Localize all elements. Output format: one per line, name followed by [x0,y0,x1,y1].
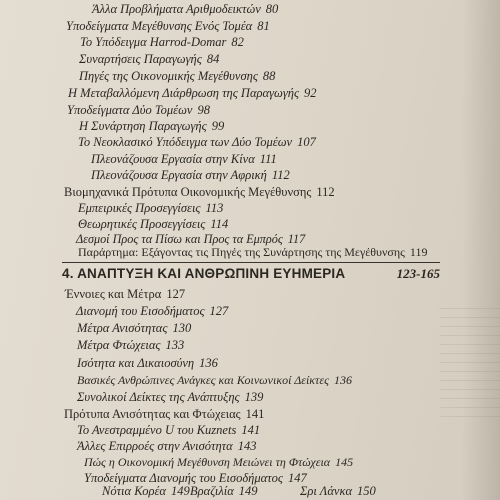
toc-entry [190,484,258,498]
toc-entry-page: 113 [205,201,224,215]
toc-entry [78,217,228,231]
toc-entry [300,484,376,498]
toc-entry-page: 84 [206,52,220,66]
toc-entry-title: Παράρτημα: Εξάγοντας τις Πηγές της Συνάρτησης της Μεγέθυνσης [78,245,405,259]
toc-entry-title: Μέτρα Φτώχειας [77,338,161,352]
toc-entry [80,35,244,49]
toc-entry [67,103,210,117]
toc-entry [78,201,223,215]
toc-entry [68,86,317,100]
page-curvature-shadow [462,0,500,500]
toc-entry-page: 139 [244,390,264,404]
toc-entry-page: 111 [259,152,277,166]
toc-entry-page: 112 [316,185,335,199]
toc-entry-page: 127 [166,287,186,301]
toc-entry-title: Υποδείγματα Δύο Τομέων [67,103,193,117]
toc-entry-title: Το Υπόδειγμα Harrod-Domar [80,35,227,49]
toc-entry [102,484,190,498]
toc-entry [64,407,264,421]
toc-entry-title: Εμπειρικές Προσεγγίσεις [78,201,201,215]
toc-entry-page: 149 [170,484,190,498]
toc-entry [84,455,353,469]
toc-entry-page: 81 [257,19,270,33]
toc-entry [77,321,191,335]
toc-entry-page: 145 [335,455,354,469]
toc-entry-title: Υποδείγματα Μεγέθυνσης Ενός Τομέα [66,19,253,33]
chapter-heading [62,262,440,281]
toc-entry-page: 92 [304,86,317,100]
chapter-page-range: 123-165 [396,266,440,281]
toc-entry-page: 88 [262,69,276,83]
toc-entry-title: Βασικές Ανθρώπινες Ανάγκες και Κοινωνικοί Δείκτες [77,373,329,387]
toc-entry-title: Δεσμοί Προς τα Πίσω και Προς τα Εμπρός [76,232,283,246]
toc-entry-page: 80 [265,2,279,16]
toc-entry [78,245,427,259]
toc-entry-title: Πρότυπα Ανισότητας και Φτώχειας [64,407,241,421]
toc-entry-page: 114 [210,217,229,231]
toc-entry-title: Το Νεοκλασικό Υπόδειγμα των Δύο Τομέων [78,135,293,149]
toc-entry [77,373,352,387]
toc-entry-title: Μέτρα Ανισότητας [77,321,168,335]
toc-entry-page: 149 [238,484,258,498]
toc-entry [77,356,218,370]
toc-entry-page: 112 [271,168,290,182]
toc-entry-page: 117 [287,232,306,246]
toc-entry-page: 127 [209,304,229,318]
toc-entry-title: Συνολικοί Δείκτες της Ανάπτυξης [77,390,240,404]
toc-entry [76,304,228,318]
toc-entry-title: Ισότητα και Δικαιοσύνη [77,356,195,370]
toc-entry [66,19,270,33]
toc-entry-title: Νότια Κορέα [102,484,166,498]
toc-entry [77,338,184,352]
toc-entry [92,2,278,16]
toc-entry [77,390,263,404]
toc-entry [76,232,305,246]
toc-entry-title: Πώς η Οικονομική Μεγέθυνση Μειώνει τη Φτώχεια [84,455,331,469]
toc-entry-page: 82 [231,35,244,49]
toc-entry-page: 119 [409,245,428,259]
toc-entry-title: Σρι Λάνκα [300,484,353,498]
toc-entry [64,185,335,199]
toc-entry-page: 150 [357,484,376,498]
toc-entry [79,119,224,133]
toc-entry-title: Πηγές της Οικονομικής Μεγέθυνσης [79,69,258,83]
toc-entry-title: Υποδείγματα Διανομής του Εισοδήματος [84,471,283,485]
toc-entry-page: 143 [237,439,257,453]
toc-entry [91,152,277,166]
toc-entry-page: 147 [287,471,307,485]
toc-entry-title: Έννοιες και Μέτρα [65,287,162,301]
toc-entry-title: Διανομή του Εισοδήματος [76,304,205,318]
toc-entry-title: Η Συνάρτηση Παραγωγής [79,119,207,133]
toc-entry [79,52,219,66]
toc-entry-page: 130 [172,321,192,335]
toc-entry-page: 98 [197,103,210,117]
toc-entry [77,423,260,437]
chapter-title: 4. ΑΝΑΠΤΥΞΗ ΚΑΙ ΑΝΘΡΩΠΙΝΗ ΕΥΗΜΕΡΙΑ [62,266,346,281]
toc-entry-title: Άλλα Προβλήματα Αριθμοδεικτών [92,2,261,16]
toc-entry-page: 133 [165,338,185,352]
toc-entry-title: Πλεονάζουσα Εργασία στην Κίνα [91,152,255,166]
toc-entry-title: Συναρτήσεις Παραγωγής [79,52,202,66]
toc-entry [79,69,275,83]
toc-entry-page: 136 [333,373,352,387]
toc-entry [91,168,290,182]
toc-entry-title: Το Ανεστραμμένο U του Kuznets [77,423,237,437]
toc-entry [77,439,256,453]
toc-entry-page: 141 [241,423,261,437]
toc-entry-page: 136 [199,356,218,370]
toc-entry [84,471,307,485]
toc-entry-title: Βιομηχανικά Πρότυπα Οικονομικής Μεγέθυνσης [64,185,312,199]
toc-entry-title: Η Μεταβαλλόμενη Διάρθρωση της Παραγωγής [68,86,300,100]
toc-entry-page: 107 [297,135,316,149]
toc-entry-title: Πλεονάζουσα Εργασία στην Αφρική [91,168,267,182]
toc-entry-title: Άλλες Επιρροές στην Ανισότητα [77,439,233,453]
toc-entry-title: Βραζιλία [190,484,234,498]
toc-entry-page: 141 [245,407,265,421]
toc-entry [65,287,185,301]
toc-entry-page: 99 [211,119,225,133]
toc-entry [78,135,316,149]
toc-entry-title: Θεωρητικές Προσεγγίσεις [78,217,206,231]
